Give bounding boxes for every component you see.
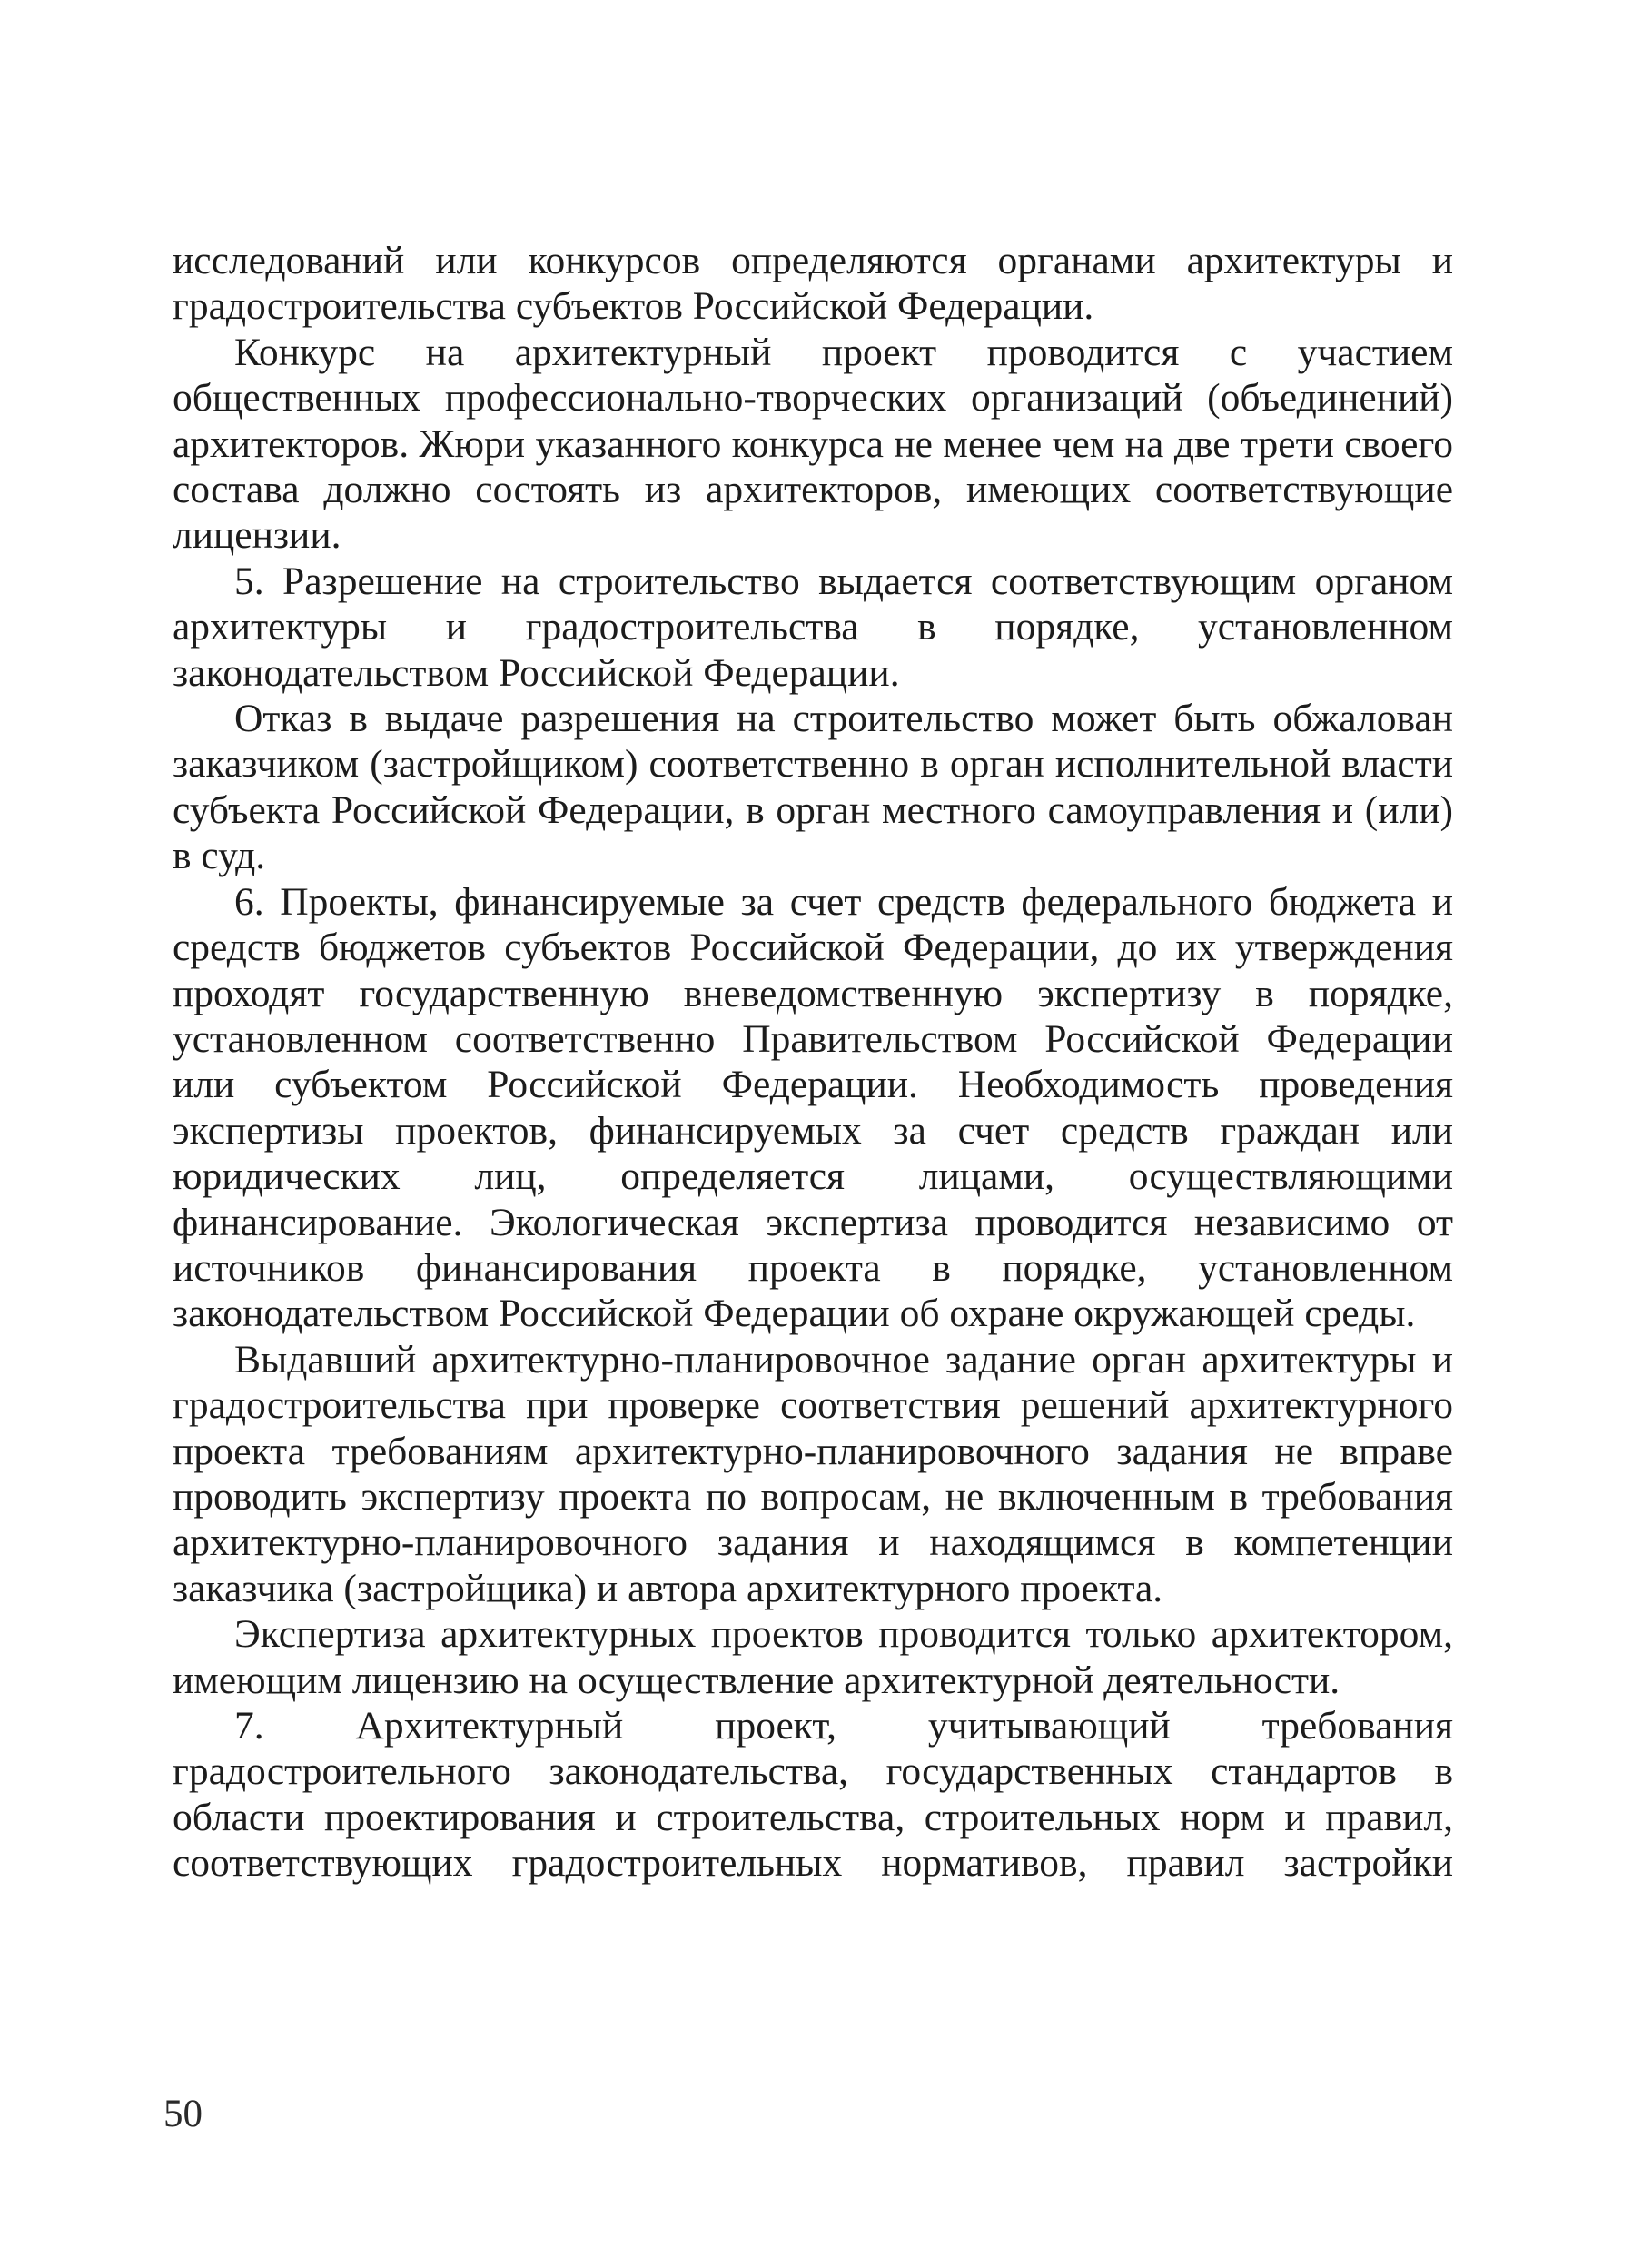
paragraph-expertise: Экспертиза архитектурных проектов проводится только архитектором, имеющим лицензию на осуществление архитектурной деятельности. (173, 1612, 1453, 1702)
paragraph-competition: Конкурс на архитектурный проект проводится с участием общественных профессионально-творческих организаций (объединений) архитекторов. Жюри указанного конкурса не менее чем на две трети своего состава должно состоять из архитекторов, имеющих соответствующие лицензии. (173, 330, 1453, 558)
page-number: 50 (163, 2093, 203, 2135)
paragraph-section-5: 5. Разрешение на строительство выдается соответствующим органом архитектуры и градостроительства в порядке, установленном законодательством Российской Федерации. (173, 559, 1453, 695)
paragraph-section-7: 7. Архитектурный проект, учитывающий требования градостроительного законодательства, государственных стандартов в области проектирования и строительства, строительных норм и правил, соответствующих градостроительных нормативов, правил застройки (173, 1704, 1453, 1886)
paragraph-refusal-appeal: Отказ в выдаче разрешения на строительство может быть обжалован заказчиком (застройщиком) соответственно в орган исполнительной власти субъекта Российской Федерации, в орган местного самоуправления и (или) в суд. (173, 697, 1453, 878)
paragraph-section-6: 6. Проекты, финансируемые за счет средств федерального бюджета и средств бюджетов субъектов Российской Федерации, до их утверждения проходят государственную вневедомственную экспертизу в порядке, установленном соответственно Правительством Российской Федерации или субъектом Российской Федерации. Необходимость проведения экспертизы проектов, финансируемых за счет средств граждан или юридических лиц, определяется лицами, осуществляющими финансирование. Экологическая экспертиза проводится независимо от источников финансирования проекта в порядке, установленном законодательством Российской Федерации об охране окружающей среды. (173, 879, 1453, 1336)
paragraph-planning-body: Выдавший архитектурно-планировочное задание орган архитектуры и градостроительства при проверке соответствия решений архитектурного проекта требованиям архитектурно-планировочного задания не вправе проводить экспертизу проекта по вопросам, не включенным в требования архитектурно-планировочного задания и находящимся в компетенции заказчика (застройщика) и автора архитектурного проекта. (173, 1337, 1453, 1610)
paragraph-research-continuation: исследований или конкурсов определяются органами архитектуры и градостроительства субъектов Российской Федерации. (173, 239, 1453, 329)
document-page (173, 238, 1453, 1887)
